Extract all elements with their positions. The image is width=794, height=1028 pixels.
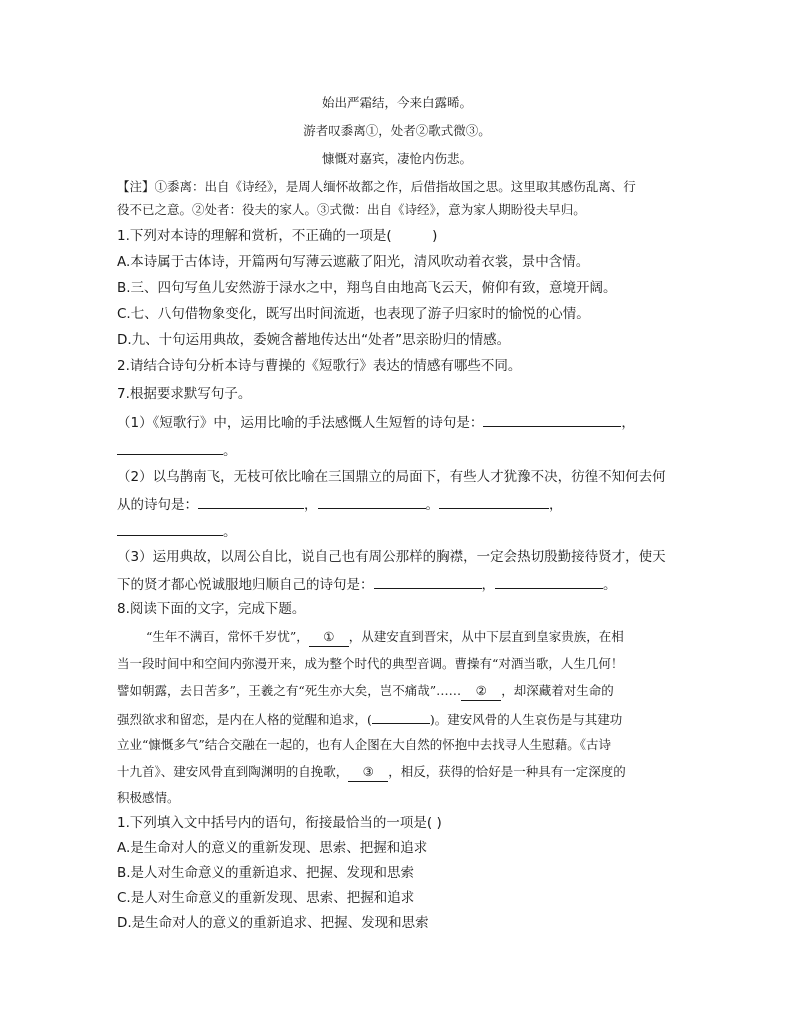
blank-3: ③ (348, 763, 388, 782)
q7-item-2-text: 从的诗句是： (117, 497, 198, 513)
comma: ， (481, 577, 495, 593)
text-span: 强烈欲求和留恋，是内在人格的觉醒和追求，( (117, 712, 372, 727)
q7-item-1-line-1 (117, 412, 635, 432)
q8-1-stem: 1.下列填入文中括号内的语句，衔接最恰当的一项是( ) (117, 815, 442, 831)
q7-item-2-line-3 (117, 521, 237, 541)
q1-option-d: D.九、十句运用典故，委婉含蓄地传达出“处者”思亲盼归的情感。 (117, 332, 511, 348)
note-line-2: 役不已之意。②处者：役夫的家人。③式微：出自《诗经》，意为家人期盼役夫早归。 (117, 202, 586, 217)
q8-1-option-b: B.是人对生命意义的重新追求、把握、发现和思索 (117, 865, 415, 881)
q7-item-1-line-2 (117, 440, 237, 460)
period: 。 (223, 524, 237, 540)
q8-1-option-d: D.是生命对人的意义的重新追求、把握、发现和思索 (117, 915, 429, 931)
text-span: 十九首》、建安风骨直到陶渊明的自挽歌， (117, 764, 349, 779)
answer-blank[interactable] (198, 494, 304, 509)
q8-1-option-a: A.是生命对人的意义的重新发现、思索、把握和追求 (117, 840, 428, 856)
text-span: )。建安风骨的人生哀伤是与其建功 (429, 712, 623, 727)
q8-paragraph-line-3 (117, 682, 614, 701)
text-span: ，从建安直到晋宋，从中下层直到皇家贵族，在相 (348, 629, 624, 644)
comma: ， (549, 497, 563, 513)
q8-paragraph-line-5: 立业“慷慨多气”结合交融在一起的，也有人企图在大自然的怀抱中去找寻人生慰藉。《古诗 (117, 737, 612, 752)
q8-paragraph-line-4 (117, 709, 622, 729)
q7-item-2-line-2 (117, 494, 563, 514)
note-line-1: 【注】①黍离：出自《诗经》，是周人缅怀故都之作，后借指故国之思。这里取其感伤乱离、行 (117, 179, 636, 194)
comma: ， (304, 497, 318, 513)
blank-2: ② (461, 682, 501, 701)
period: 。 (603, 577, 617, 593)
q7-item-3-line-2 (117, 574, 617, 594)
blank-1: ① (309, 628, 349, 647)
blank-parenthesis[interactable] (372, 709, 430, 724)
poem-line-2: 游者叹黍离①，处者②歌式微③。 (303, 123, 491, 138)
answer-blank[interactable] (318, 494, 426, 509)
q7-item-3-text: 下的贤才都心悦诚服地归顺自己的诗句是： (117, 577, 374, 593)
text-span: ，却深藏着对生命的 (501, 683, 614, 698)
answer-blank[interactable] (483, 412, 621, 427)
answer-blank[interactable] (117, 521, 223, 536)
answer-blank[interactable] (117, 440, 223, 455)
q7-stem: 7.根据要求默写句子。 (117, 386, 252, 402)
q8-paragraph-line-7: 积极感情。 (117, 790, 180, 805)
period: 。 (425, 497, 439, 513)
q1-stem: 1.下列对本诗的理解和赏析，不正确的一项是( ) (117, 228, 438, 244)
poem-line-3: 慷慨对嘉宾，凄怆内伤悲。 (321, 151, 472, 166)
q8-paragraph-line-2: 当一段时间中和空间内弥漫开来，成为整个时代的典型音调。曹操有“对酒当歌，人生几何！ (117, 656, 624, 671)
poem-line-1: 始出严霜结，今来白露晞。 (321, 95, 472, 110)
q8-paragraph-line-6 (117, 763, 626, 782)
q7-item-2-line-1: （2）以乌鹊南飞，无枝可依比喻在三国鼎立的局面下，有些人才犹豫不决，彷徨不知何去何 (117, 469, 666, 485)
answer-blank[interactable] (439, 494, 549, 509)
q7-item-1-text: （1）《短歌行》中，运用比喻的手法感慨人生短暂的诗句是： (117, 415, 484, 431)
q7-item-3-line-1: （3）运用典故，以周公自比，说自己也有周公那样的胸襟，一定会热切殷勤接待贤才，使天 (117, 549, 666, 565)
period: 。 (223, 443, 237, 459)
text-span: “生年不满百，常怀千岁忧”， (146, 629, 309, 644)
q1-option-c: C.七、八句借物象变化，既写出时间流逝，也表现了游子归家时的愉悦的心情。 (117, 306, 590, 322)
text-span: ，相反，获得的恰好是一种具有一定深度的 (388, 764, 626, 779)
q2-stem: 2.请结合诗句分析本诗与曹操的《短歌行》表达的情感有哪些不同。 (117, 358, 522, 374)
answer-blank[interactable] (374, 574, 482, 589)
text-span: 譬如朝露，去日苦多”，王羲之有“死生亦大矣，岂不痛哉”…… (117, 683, 462, 698)
q8-stem: 8.阅读下面的文字，完成下题。 (117, 601, 306, 617)
q8-1-option-c: C.是人对生命意义的重新发现、思索、把握和追求 (117, 890, 415, 906)
q8-paragraph-line-1 (146, 628, 624, 647)
comma: ， (621, 415, 635, 431)
q1-option-b: B.三、四句写鱼儿安然游于渌水之中，翔鸟自由地高飞云天，俯仰有致，意境开阔。 (117, 280, 617, 296)
q1-option-a: A.本诗属于古体诗，开篇两句写薄云遮蔽了阳光，清风吹动着衣裳，景中含情。 (117, 254, 590, 270)
answer-blank[interactable] (495, 574, 603, 589)
